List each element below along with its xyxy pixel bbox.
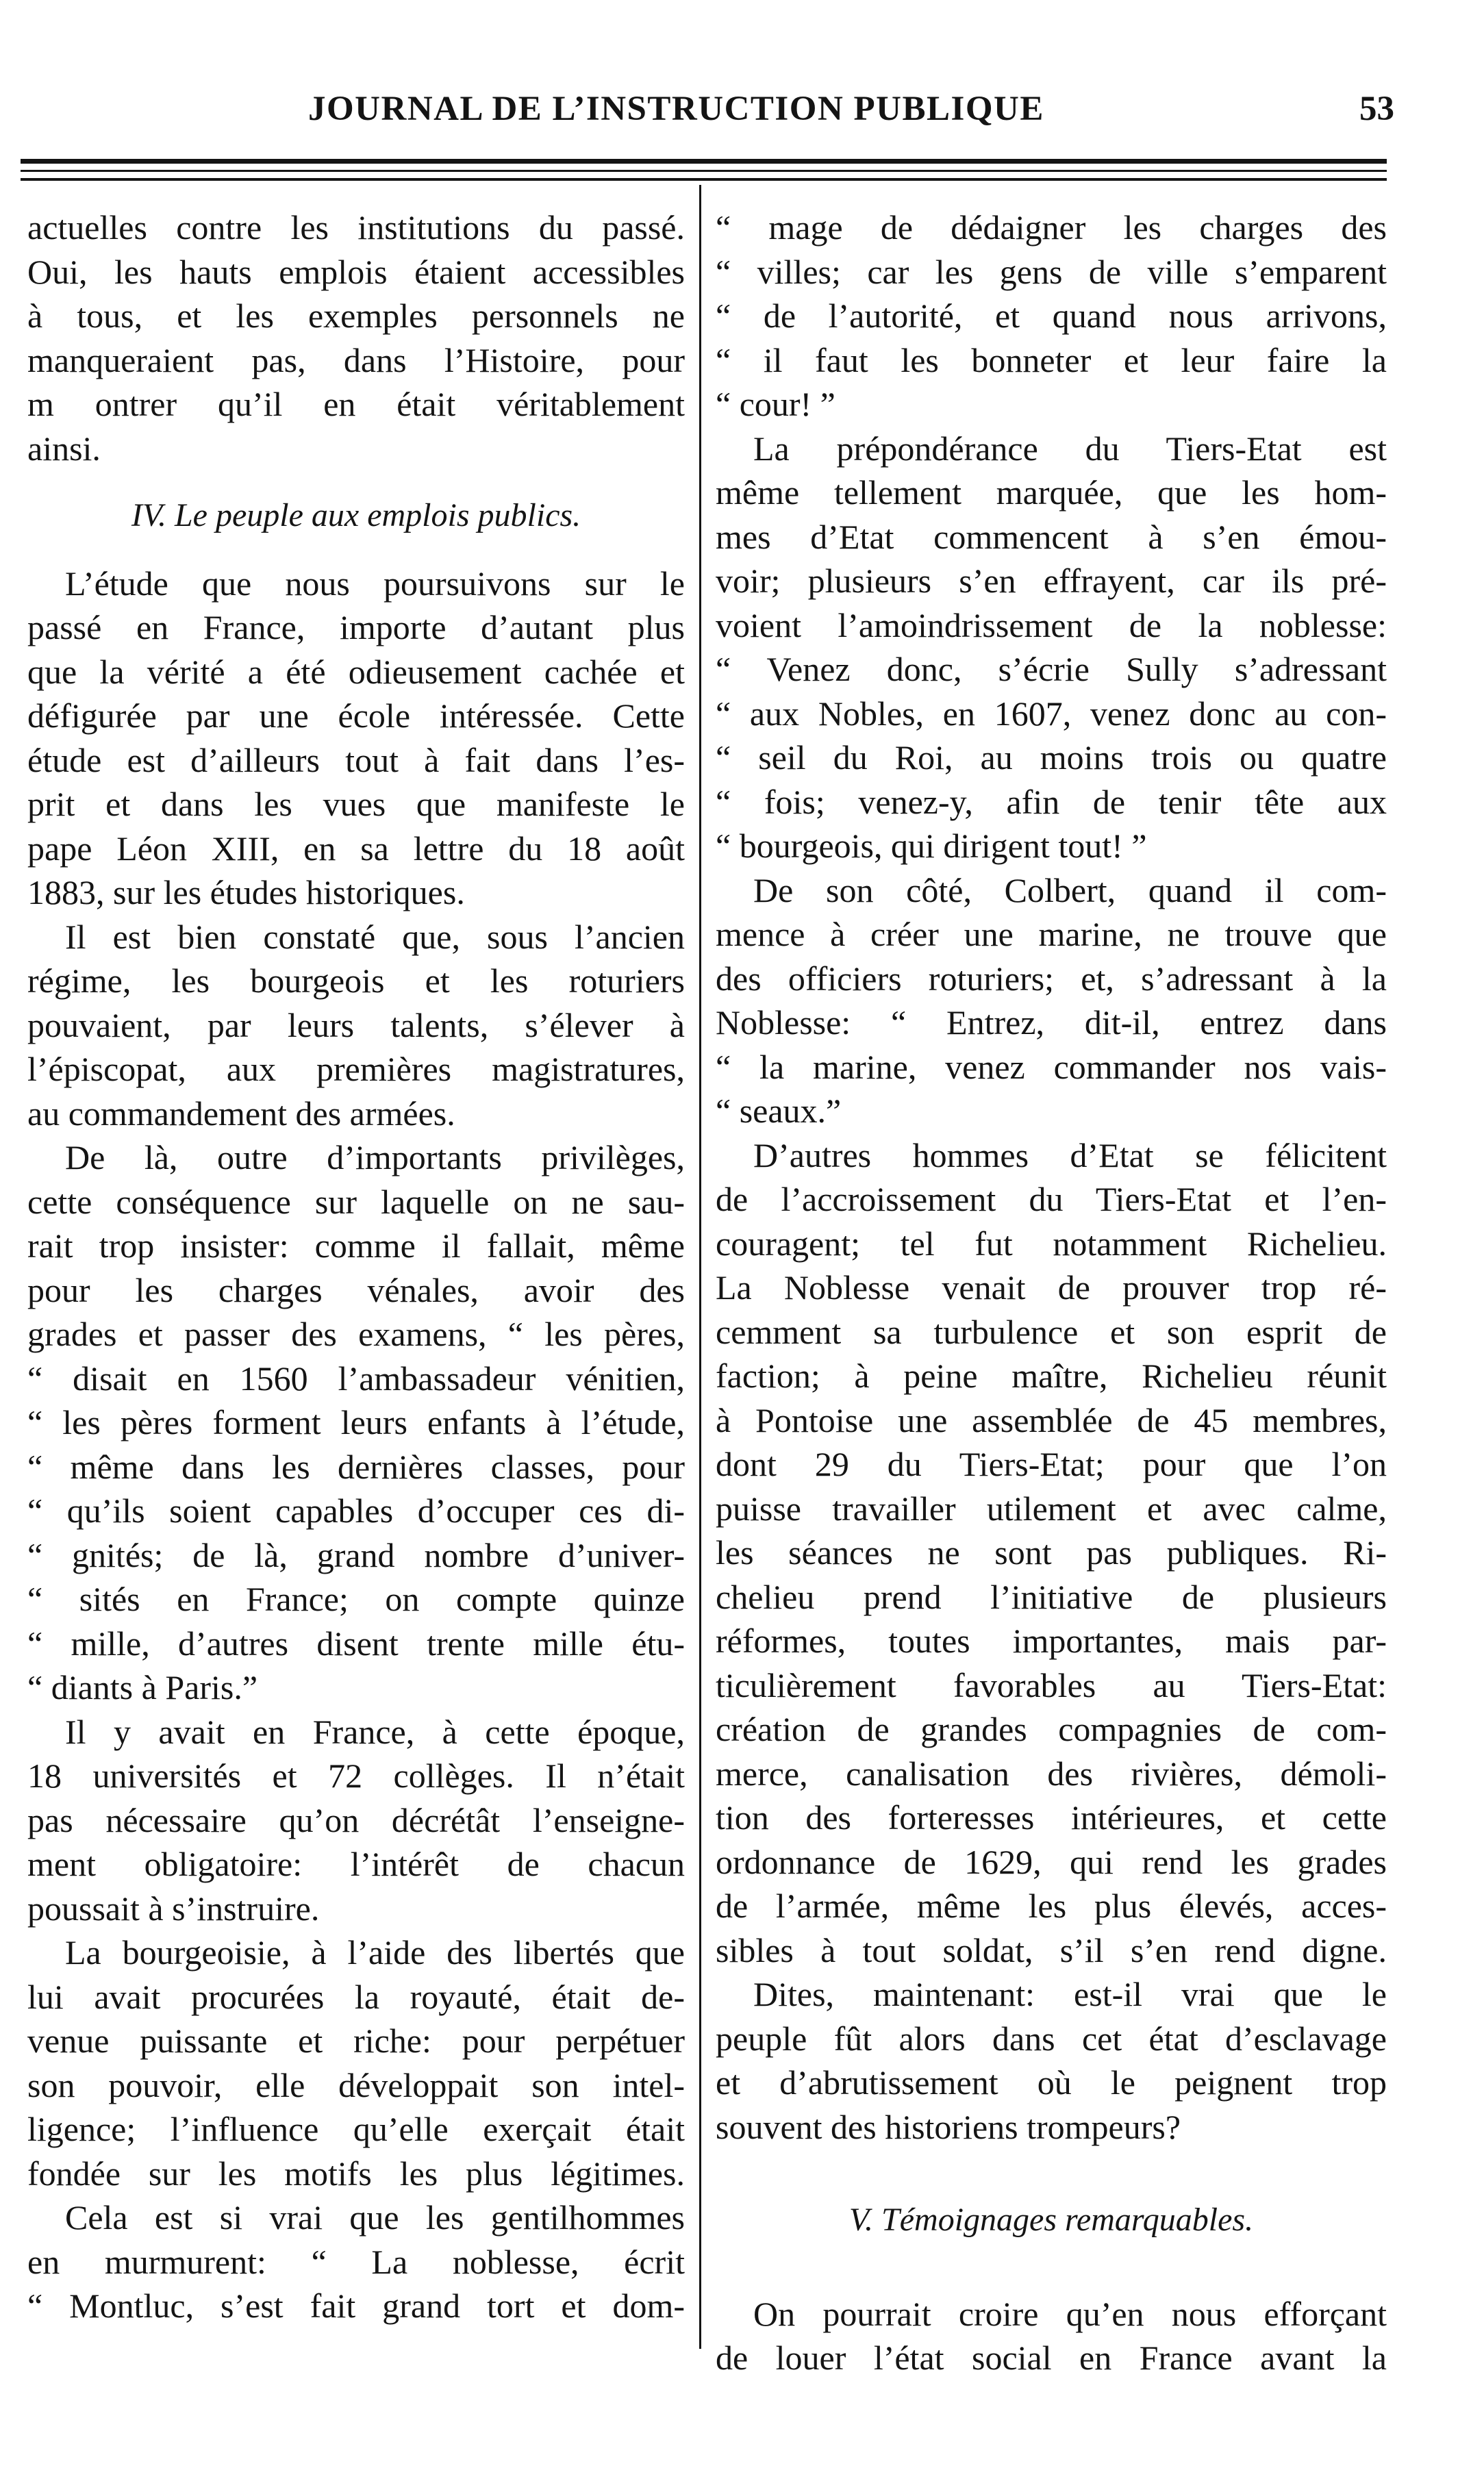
text-line: De son côté, Colbert, quand il com-: [753, 870, 1387, 909]
text-line: actuelles contre les institutions du passé.: [27, 208, 685, 247]
text-line: La prépondérance du Tiers-Etat est: [753, 429, 1387, 468]
text-line: “ seaux.”: [716, 1092, 842, 1130]
text-line: peuple fût alors dans cet état d’esclavage: [716, 2019, 1387, 2058]
text-line: en murmurent: “ La noblesse, écrit: [27, 2242, 685, 2281]
text-line: 18 universités et 72 collèges. Il n’était: [27, 1756, 685, 1795]
text-line: poussait à s’instruire.: [27, 1889, 320, 1928]
text-line: l’épiscopat, aux premières magistratures,: [27, 1050, 685, 1088]
text-line: réformes, toutes importantes, mais par-: [716, 1622, 1387, 1660]
text-line: ticulièrement favorables au Tiers-Etat:: [716, 1665, 1387, 1704]
text-line: “ gnités; de là, grand nombre d’univer-: [27, 1535, 685, 1574]
text-line: “ diants à Paris.”: [27, 1668, 258, 1707]
left-column: [27, 205, 685, 2328]
text-line: La Noblesse venait de prouver trop ré-: [716, 1268, 1387, 1307]
text-line: de l’armée, même les plus élevés, acces-: [716, 1887, 1387, 1925]
text-line: défigurée par une école intéressée. Cette: [27, 696, 685, 735]
text-line: des officiers roturiers; et, s’adressant à la: [716, 959, 1387, 998]
text-line: dont 29 du Tiers-Etat; pour que l’on: [716, 1445, 1387, 1483]
text-line: de l’accroissement du Tiers-Etat et l’en-: [716, 1180, 1387, 1218]
text-line: prit et dans les vues que manifeste le: [27, 785, 685, 823]
header-rule-thick: [21, 159, 1387, 164]
text-line: couragent; tel fut notamment Richelieu.: [716, 1224, 1387, 1263]
column-divider: [699, 185, 701, 2349]
text-line: puisse travailler utilement et avec calme,: [716, 1489, 1387, 1528]
text-line: ligence; l’influence qu’elle exerçait était: [27, 2110, 685, 2148]
running-header: [0, 89, 1484, 144]
text-line: “ mage de dédaigner les charges des: [716, 208, 1387, 247]
text-line: à tous, et les exemples personnels ne: [27, 297, 685, 335]
text-line: voir; plusieurs s’en effrayent, car ils pré-: [716, 562, 1387, 600]
text-line: Il est bien constaté que, sous l’ancien: [65, 917, 685, 956]
spacer: [27, 538, 685, 562]
text-line: ordonnance de 1629, qui rend les grades: [716, 1842, 1387, 1881]
text-line: les séances ne sont pas publiques. Ri-: [716, 1533, 1387, 1572]
text-line: pour les charges vénales, avoir des: [27, 1270, 685, 1309]
text-line: tion des forteresses intérieures, et cette: [716, 1798, 1387, 1837]
text-line: voient l’amoindrissement de la noblesse:: [716, 605, 1387, 644]
text-line: même tellement marquée, que les hom-: [716, 473, 1387, 512]
text-line: passé en France, importe d’autant plus: [27, 608, 685, 646]
text-line: “ qu’ils soient capables d’occuper ces di-: [27, 1491, 685, 1530]
text-line: mence à créer une marine, ne trouve que: [716, 915, 1387, 953]
text-line: “ les pères forment leurs enfants à l’étude,: [27, 1403, 685, 1441]
text-line: fondée sur les motifs les plus légitimes.: [27, 2154, 685, 2193]
text-line: On pourrait croire qu’en nous efforçant: [753, 2294, 1387, 2333]
text-line: venue puissante et riche: pour perpétuer: [27, 2022, 685, 2060]
text-line: sibles à tout soldat, s’il s’en rend digne.: [716, 1930, 1387, 1969]
text-line: “ fois; venez-y, afin de tenir tête aux: [716, 782, 1387, 821]
text-line: 1883, sur les études historiques.: [27, 873, 465, 911]
text-line: ment obligatoire: l’intérêt de chacun: [27, 1845, 685, 1883]
text-line: faction; à peine maître, Richelieu réunit: [716, 1357, 1387, 1395]
text-line: grades et passer des examens, “ les pères,: [27, 1315, 685, 1353]
spacer: [27, 470, 685, 494]
spacer: [716, 2243, 1387, 2292]
section-heading-v: V. Témoignages remarquables.: [848, 2202, 1254, 2238]
text-line: cemment sa turbulence et son esprit de: [716, 1312, 1387, 1351]
text-line: “ la marine, venez commander nos vais-: [716, 1047, 1387, 1086]
text-line: “ il faut les bonneter et leur faire la: [716, 340, 1387, 379]
text-line: Il y avait en France, à cette époque,: [65, 1712, 685, 1751]
text-line: pouvaient, par leurs talents, s’élever à: [27, 1005, 685, 1044]
text-line: manqueraient pas, dans l’Histoire, pour: [27, 340, 685, 379]
text-line: “ aux Nobles, en 1607, venez donc au con-: [716, 694, 1387, 733]
text-line: Dites, maintenant: est-il vrai que le: [753, 1975, 1387, 2013]
page-number: 53: [1359, 90, 1394, 128]
text-line: Noblesse: “ Entrez, dit-il, entrez dans: [716, 1003, 1387, 1042]
text-line: pape Léon XIII, en sa lettre du 18 août: [27, 829, 685, 868]
text-line: “ villes; car les gens de ville s’emparent: [716, 252, 1387, 291]
text-line: “ Montluc, s’est fait grand tort et dom-: [27, 2287, 685, 2325]
journal-title: JOURNAL DE L’INSTRUCTION PUBLIQUE: [308, 90, 1044, 128]
text-line: La bourgeoisie, à l’aide des libertés que: [65, 1933, 685, 1972]
text-line: “ de l’autorité, et quand nous arrivons,: [716, 297, 1387, 335]
spacer: [716, 2149, 1387, 2198]
text-line: De là, outre d’importants privilèges,: [65, 1138, 685, 1176]
right-column: [716, 205, 1387, 2380]
text-line: étude est d’ailleurs tout à fait dans l’es-: [27, 740, 685, 779]
text-line: souvent des historiens trompeurs?: [716, 2107, 1181, 2146]
text-line: “ disait en 1560 l’ambassadeur vénitien,: [27, 1359, 685, 1398]
text-line: m ontrer qu’il en était véritablement: [27, 385, 685, 423]
text-line: ainsi.: [27, 429, 101, 468]
text-line: que la vérité a été odieusement cachée et: [27, 652, 685, 691]
text-line: à Pontoise une assemblée de 45 membres,: [716, 1400, 1387, 1439]
header-rule-lower: [21, 178, 1387, 181]
text-line: L’étude que nous poursuivons sur le: [65, 564, 685, 603]
text-line: “ bourgeois, qui dirigent tout! ”: [716, 827, 1147, 865]
text-line: Cela est si vrai que les gentilhommes: [65, 2198, 685, 2237]
text-line: de louer l’état social en France avant la: [716, 2339, 1387, 2377]
text-line: D’autres hommes d’Etat se félicitent: [753, 1135, 1387, 1174]
text-line: merce, canalisation des rivières, démoli-: [716, 1754, 1387, 1793]
text-line: son pouvoir, elle développait son intel-: [27, 2065, 685, 2104]
text-line: et d’abrutissement où le peignent trop: [716, 2063, 1387, 2102]
text-line: “ cour! ”: [716, 385, 835, 423]
text-line: cette conséquence sur laquelle on ne sau-: [27, 1182, 685, 1221]
text-line: lui avait procurées la royauté, était de-: [27, 1977, 685, 2016]
section-heading-iv: IV. Le peuple aux emplois publics.: [131, 497, 581, 533]
text-line: chelieu prend l’initiative de plusieurs: [716, 1577, 1387, 1616]
text-line: rait trop insister: comme il fallait, même: [27, 1226, 685, 1265]
text-line: “ Venez donc, s’écrie Sully s’adressant: [716, 650, 1387, 688]
text-line: régime, les bourgeois et les roturiers: [27, 961, 685, 1000]
text-line: “ même dans les dernières classes, pour: [27, 1447, 685, 1486]
text-line: Oui, les hauts emplois étaient accessibles: [27, 252, 685, 291]
text-line: pas nécessaire qu’on décrétât l’enseigne-: [27, 1800, 685, 1839]
text-line: mes d’Etat commencent à s’en émou-: [716, 517, 1387, 556]
text-line: “ mille, d’autres disent trente mille étu-: [27, 1624, 685, 1663]
text-line: création de grandes compagnies de com-: [716, 1710, 1387, 1748]
header-rule-thin: [21, 170, 1387, 172]
text-line: “ seil du Roi, au moins trois ou quatre: [716, 738, 1387, 777]
text-line: “ sités en France; on compte quinze: [27, 1580, 685, 1618]
text-line: au commandement des armées.: [27, 1094, 455, 1133]
